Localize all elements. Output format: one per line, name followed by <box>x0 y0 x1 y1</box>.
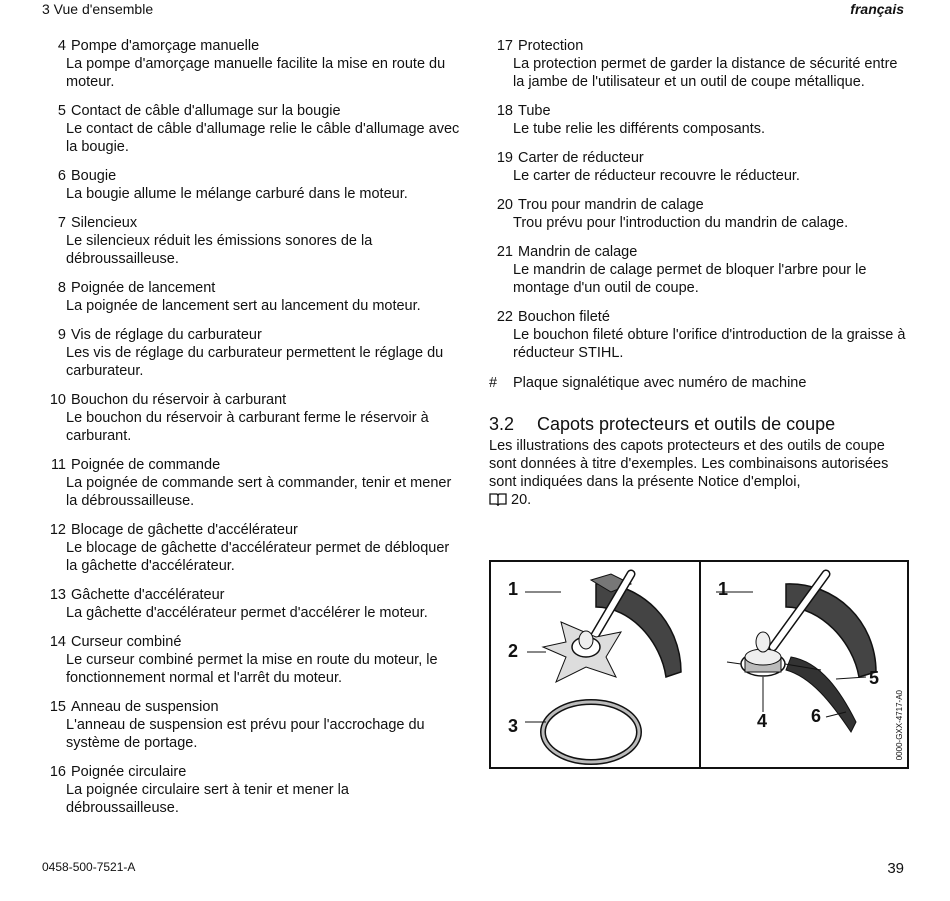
item-number: 19 <box>496 150 513 166</box>
callout-5: 5 <box>869 668 880 688</box>
item-description: Le tube relie les différents composants. <box>513 121 766 137</box>
section-title: Capots protecteurs et outils de coupe <box>537 414 836 434</box>
list-item <box>489 196 911 232</box>
item-number: 6 <box>57 168 66 184</box>
list-item <box>489 102 911 138</box>
item-description: L'anneau de suspension est prévu pour l'accrochage du système de portage. <box>66 717 425 751</box>
item-number: 5 <box>57 103 66 119</box>
item-number: 17 <box>496 38 513 54</box>
item-title: Anneau de suspension <box>71 699 219 715</box>
list-item <box>42 167 462 203</box>
item-description: Le blocage de gâchette d'accélérateur permet de débloquer la gâchette d'accélérateur. <box>66 540 450 574</box>
item-number: 4 <box>57 38 66 54</box>
item-title: Pompe d'amorçage manuelle <box>71 38 260 54</box>
item-number: 20 <box>496 197 513 213</box>
item-number: 7 <box>57 215 66 231</box>
item-number: 14 <box>49 634 66 650</box>
item-heading <box>489 308 911 326</box>
item-title: Gâchette d'accélérateur <box>71 587 225 603</box>
book-icon <box>489 492 507 511</box>
item-description: La pompe d'amorçage manuelle facilite la mise en route du moteur. <box>66 56 446 90</box>
item-title: Tube <box>518 103 551 119</box>
section-body <box>489 437 911 511</box>
item-description: Les vis de réglage du carburateur permettent le réglage du carburateur. <box>66 345 444 379</box>
item-title: Bouchon du réservoir à carburant <box>71 392 287 408</box>
section-heading <box>489 413 911 435</box>
item-heading <box>42 698 462 716</box>
item-number: 9 <box>57 327 66 343</box>
item-description: La poignée de commande sert à commander, tenir et mener la débroussailleuse. <box>66 475 452 509</box>
figure-code: 0000-GXX-4717-A0 <box>895 690 904 761</box>
item-description: La gâchette d'accélérateur permet d'accélérer le moteur. <box>66 605 428 621</box>
item-number: 10 <box>49 392 66 408</box>
item-heading <box>42 279 462 297</box>
right-item-list <box>489 37 911 362</box>
list-item <box>42 37 462 91</box>
item-description: Le contact de câble d'allumage relie le câble d'allumage avec la bougie. <box>66 121 460 155</box>
item-number: 22 <box>496 309 513 325</box>
item-number: 16 <box>49 764 66 780</box>
item-description: Le bouchon du réservoir à carburant ferme le réservoir à carburant. <box>66 410 429 444</box>
item-heading <box>42 521 462 539</box>
item-title: Vis de réglage du carburateur <box>71 327 262 343</box>
item-heading <box>42 37 462 55</box>
item-heading <box>42 391 462 409</box>
item-heading <box>42 586 462 604</box>
item-title: Bougie <box>71 168 117 184</box>
list-item <box>42 633 462 687</box>
item-description: Le curseur combiné permet la mise en route du moteur, le fonctionnement normal et l'arrêt du moteur. <box>66 652 438 686</box>
item-title: Poignée de lancement <box>71 280 216 296</box>
list-item <box>489 243 911 297</box>
list-item <box>42 763 462 817</box>
footer-doc-number: 0458-500-7521-A <box>42 860 136 874</box>
left-column <box>42 37 462 828</box>
item-title: Mandrin de calage <box>518 244 638 260</box>
section-number: 3.2 <box>489 414 515 434</box>
item-heading <box>489 102 911 120</box>
item-heading <box>42 102 462 120</box>
section-body-text: Les illustrations des capots protecteurs et des outils de coupe sont données à titre d'exemples. Les combinaisons autorisées sont indiquées dans la présente Notice d'emploi, <box>489 438 889 490</box>
item-title: Carter de réducteur <box>518 150 644 166</box>
header-language: français <box>850 1 904 17</box>
item-number: 8 <box>57 280 66 296</box>
item-title: Contact de câble d'allumage sur la bougie <box>71 103 341 119</box>
callout-4: 4 <box>757 711 768 731</box>
item-number: 12 <box>49 522 66 538</box>
callout-2: 2 <box>508 641 519 661</box>
item-heading <box>42 763 462 781</box>
item-description: Le mandrin de calage permet de bloquer l'arbre pour le montage d'un outil de coupe. <box>513 262 867 296</box>
item-number: 15 <box>49 699 66 715</box>
item-description: La protection permet de garder la distance de sécurité entre la jambe de l'utilisateur et un outil de coupe métallique. <box>513 56 898 90</box>
list-item <box>489 308 911 362</box>
list-item <box>42 521 462 575</box>
list-item <box>42 102 462 156</box>
item-description: Le carter de réducteur recouvre le réducteur. <box>513 168 800 184</box>
header-section-title: 3 Vue d'ensemble <box>42 1 154 17</box>
callout-1-right: 1 <box>718 579 729 599</box>
item-heading <box>489 149 911 167</box>
item-description: La poignée de lancement sert au lancement du moteur. <box>66 298 421 314</box>
item-description: La bougie allume le mélange carburé dans le moteur. <box>66 186 408 202</box>
item-title: Trou pour mandrin de calage <box>518 197 704 213</box>
hash-item <box>489 374 911 392</box>
item-heading <box>489 196 911 214</box>
item-title: Blocage de gâchette d'accélérateur <box>71 522 298 538</box>
list-item <box>42 456 462 510</box>
item-heading <box>489 243 911 261</box>
figure-drawing <box>491 562 907 767</box>
list-item <box>42 279 462 315</box>
item-title: Poignée circulaire <box>71 764 187 780</box>
item-number: 11 <box>50 457 66 473</box>
footer-page-number: 39 <box>887 860 904 877</box>
item-heading <box>42 456 462 474</box>
illustration-figure <box>489 560 909 769</box>
list-item <box>42 586 462 622</box>
hash-symbol: # <box>489 375 498 391</box>
item-heading <box>489 37 911 55</box>
item-number: 18 <box>496 103 513 119</box>
item-number: 21 <box>496 244 513 260</box>
callout-1-left: 1 <box>508 579 519 599</box>
item-title: Bouchon fileté <box>518 309 610 325</box>
list-item <box>489 37 911 91</box>
hash-item-title: Plaque signalétique avec numéro de machine <box>513 375 807 391</box>
callout-3: 3 <box>508 716 519 736</box>
item-heading <box>42 633 462 651</box>
item-description: Le silencieux réduit les émissions sonores de la débroussailleuse. <box>66 233 373 267</box>
item-heading <box>42 326 462 344</box>
list-item <box>42 391 462 445</box>
item-title: Curseur combiné <box>71 634 182 650</box>
item-title: Poignée de commande <box>71 457 221 473</box>
item-title: Silencieux <box>71 215 138 231</box>
list-item <box>489 149 911 185</box>
item-title: Protection <box>518 38 584 54</box>
item-heading <box>42 167 462 185</box>
item-heading <box>42 214 462 232</box>
list-item <box>42 214 462 268</box>
list-item <box>42 326 462 380</box>
item-description: Le bouchon fileté obture l'orifice d'introduction de la graisse à réducteur STIHL. <box>513 327 906 361</box>
page-reference: 20. <box>511 492 532 508</box>
callout-6: 6 <box>811 706 822 726</box>
list-item <box>42 698 462 752</box>
right-column <box>489 37 911 511</box>
item-description: La poignée circulaire sert à tenir et mener la débroussailleuse. <box>66 782 349 816</box>
item-description: Trou prévu pour l'introduction du mandrin de calage. <box>513 215 849 231</box>
item-number: 13 <box>49 587 66 603</box>
